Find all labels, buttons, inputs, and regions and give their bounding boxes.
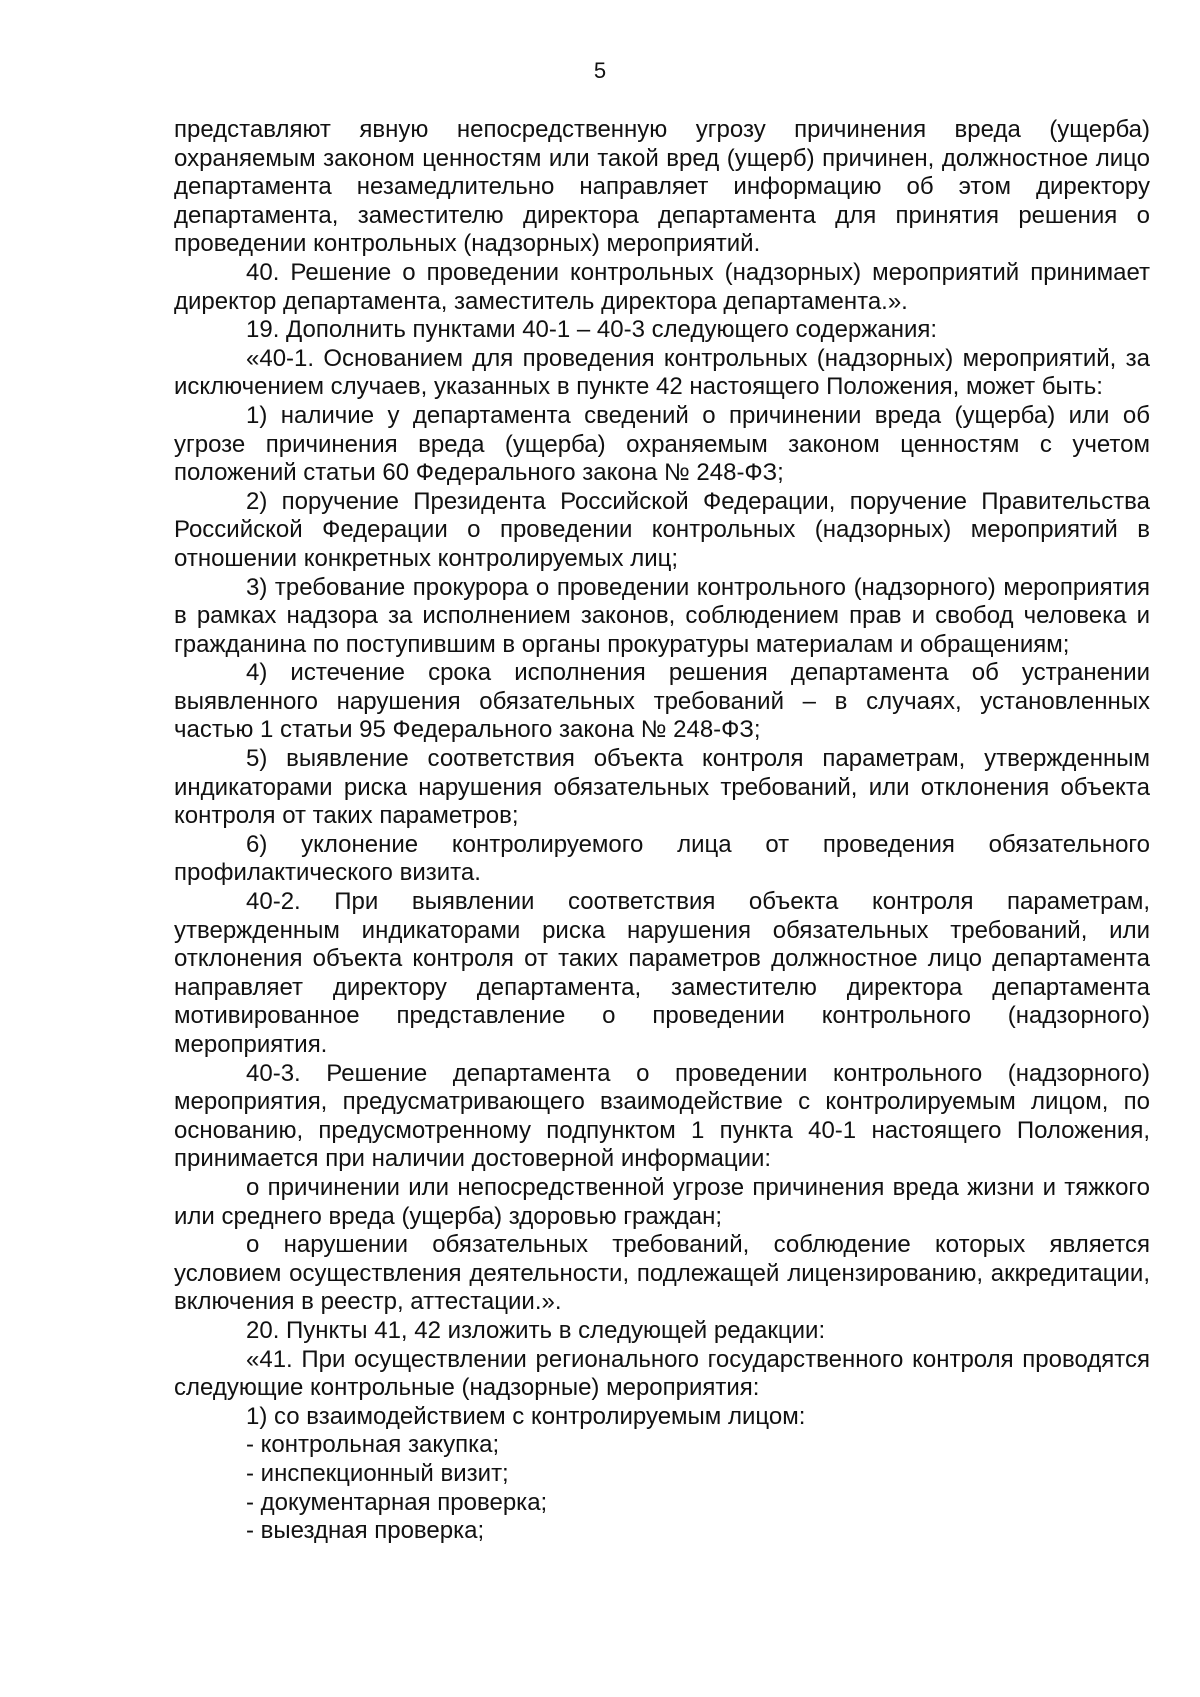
list-item: - выездная проверка; xyxy=(246,1517,485,1545)
paragraph: 3) требование прокурора о проведении контрольного (надзорного) мероприятия в рамках надзора за исполнением законов, соблюдением прав и свобод человека и гражданина по поступившим в органы прокуратуры материалам и обращениям; xyxy=(174,573,1150,658)
paragraph: 1) наличие у департамента сведений о причинении вреда (ущерба) или об угрозе причинения вреда (ущерба) охраняемым законом ценностям с учетом положений статьи 60 Федерального закона № 248-ФЗ; xyxy=(174,401,1150,487)
paragraph: 2) поручение Президента Российской Федерации, поручение Правительства Российской Федерации о проведении контрольных (надзорных) мероприятий в отношении конкретных контролируемых лиц; xyxy=(174,487,1150,572)
paragraph: «40-1. Основанием для проведения контрольных (надзорных) мероприятий, за исключением случаев, указанных в пункте 42 настоящего Положения, может быть: xyxy=(174,344,1150,401)
paragraph: 5) выявление соответствия объекта контроля параметрам, утвержденным индикаторами риска нарушения обязательных требований, или отклонения объекта контроля от таких параметров; xyxy=(174,745,1150,830)
document-body xyxy=(174,116,1150,1546)
list-item: - документарная проверка; xyxy=(246,1488,548,1516)
page-number: 5 xyxy=(593,58,607,83)
paragraph: 40-2. При выявлении соответствия объекта контроля параметрам, утвержденным индикаторами риска нарушения обязательных требований, или отклонения объекта контроля от таких параметров должностное лицо департамента направляет директору департамента, заместителю директора департамента мотивированное представление о проведении контрольного (надзорного) мероприятия. xyxy=(174,888,1150,1058)
paragraph: 20. Пункты 41, 42 изложить в следующей редакции: xyxy=(246,1316,826,1344)
paragraph: 40. Решение о проведении контрольных (надзорных) мероприятий принимает директор департамента, заместитель директора департамента.». xyxy=(174,258,1150,315)
list-item: - контрольная закупка; xyxy=(246,1431,500,1459)
list-item: 1) со взаимодействием с контролируемым лицом: xyxy=(246,1402,806,1430)
paragraph: представляют явную непосредственную угрозу причинения вреда (ущерба) охраняемым законом ценностям или такой вред (ущерб) причинен, должностное лицо департамента незамедлительно направляет информацию об этом директору департамента, заместителю директора департамента для принятия решения о проведении контрольных (надзорных) мероприятий. xyxy=(174,116,1150,258)
paragraph: 40-3. Решение департамента о проведении контрольного (надзорного) мероприятия, предусматривающего взаимодействие с контролируемым лицом, по основанию, предусмотренному подпунктом 1 пункта 40-1 настоящего Положения, принимается при наличии достоверной информации: xyxy=(174,1059,1150,1173)
paragraph: о нарушении обязательных требований, соблюдение которых является условием осуществления деятельности, подлежащей лицензированию, аккредитации, включения в реестр, аттестации.». xyxy=(174,1231,1150,1316)
paragraph: о причинении или непосредственной угрозе причинения вреда жизни и тяжкого или среднего вреда (ущерба) здоровью граждан; xyxy=(174,1173,1150,1230)
list-item: - инспекционный визит; xyxy=(246,1459,509,1487)
paragraph: 4) истечение срока исполнения решения департамента об устранении выявленного нарушения обязательных требований – в случаях, установленных частью 1 статьи 95 Федерального закона № 248-ФЗ; xyxy=(174,659,1150,744)
paragraph: 19. Дополнить пунктами 40-1 – 40-3 следующего содержания: xyxy=(246,316,938,344)
paragraph: «41. При осуществлении регионального государственного контроля проводятся следующие контрольные (надзорные) мероприятия: xyxy=(174,1345,1150,1402)
paragraph: 6) уклонение контролируемого лица от проведения обязательного профилактического визита. xyxy=(174,830,1150,887)
